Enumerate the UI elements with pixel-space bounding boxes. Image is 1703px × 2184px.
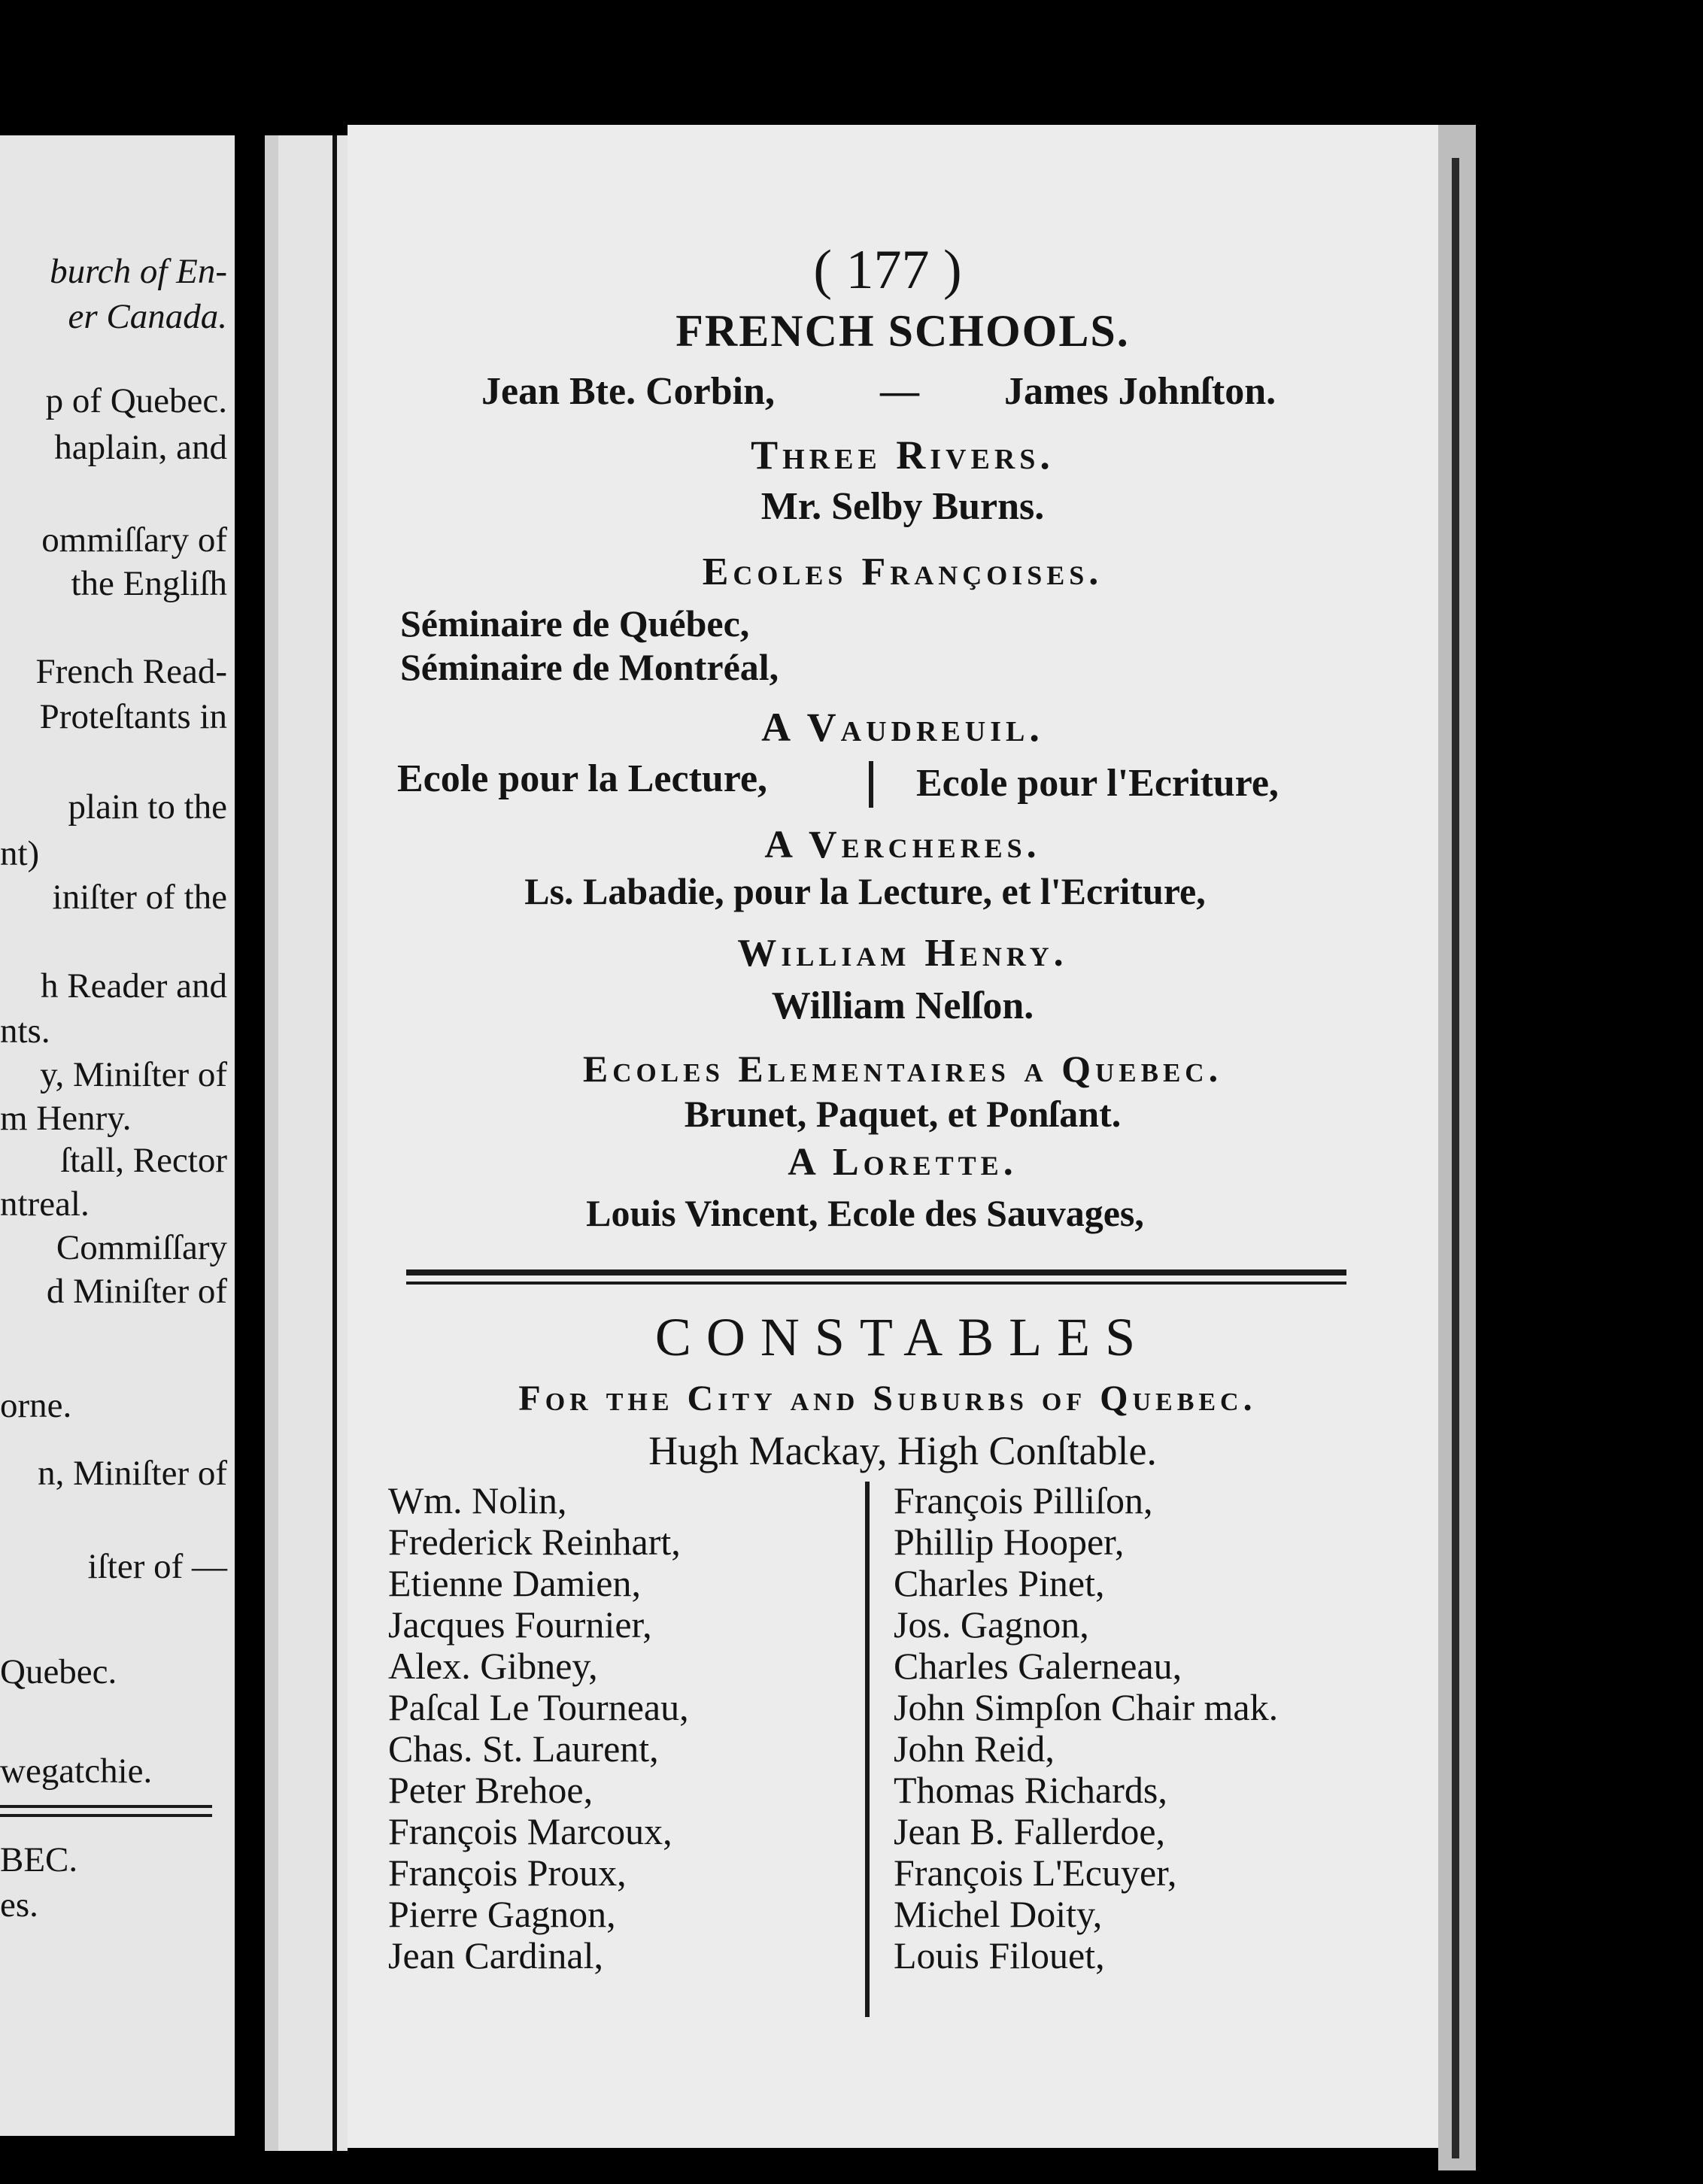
- section-heading-william-henry: William Henry.: [737, 932, 1068, 975]
- constable-name: Jean Cardinal,: [388, 1934, 604, 1976]
- constable-name: John Reid,: [894, 1727, 1055, 1770]
- fragment-line: French Read-: [35, 652, 227, 691]
- fragment-line: Quebec.: [0, 1652, 117, 1691]
- constable-name: Chas. St. Laurent,: [388, 1727, 659, 1770]
- section-heading-three-rivers: Three Rivers.: [751, 432, 1055, 478]
- fragment-line: Commiſſary: [56, 1228, 227, 1267]
- fragment-line: d Miniſter of: [46, 1272, 227, 1311]
- schoolmaster-name: William Nelſon.: [771, 984, 1034, 1027]
- constables-right-column: [894, 1480, 1278, 1976]
- constable-name: François Proux,: [388, 1852, 627, 1894]
- fragment-line: plain to the: [68, 787, 227, 827]
- fragment-line: nts.: [0, 1012, 50, 1051]
- constable-name: Frederick Reinhart,: [388, 1521, 681, 1563]
- constable-name: Jacques Fournier,: [388, 1603, 652, 1646]
- binding-gutter-edge: [265, 135, 278, 2151]
- column-separator: [869, 761, 873, 808]
- constable-name: Jos. Gagnon,: [894, 1603, 1089, 1646]
- fragment-line: p of Quebec.: [45, 381, 227, 420]
- school-line: Ls. Labadie, pour la Lecture, et l'Ecriture,: [524, 870, 1206, 912]
- fragment-line: nt): [0, 834, 40, 873]
- section-heading-ecoles-elementaires: Ecoles Elementaires a Quebec.: [582, 1048, 1223, 1090]
- inner-margin: [278, 135, 348, 2151]
- constable-name: François Pilliſon,: [894, 1479, 1153, 1521]
- fragment-line: wegatchie.: [0, 1752, 153, 1791]
- constable-name: Etienne Damien,: [388, 1562, 641, 1604]
- constables-subheading: For the City and Suburbs of Quebec.: [518, 1379, 1257, 1418]
- fragment-line: ntreal.: [0, 1185, 90, 1224]
- fragment-line: iniſter of the: [52, 878, 227, 917]
- page-edge-shadow: [1452, 158, 1459, 2158]
- constable-name: Louis Filouet,: [894, 1934, 1105, 1976]
- fragment-line: er Canada.: [68, 297, 227, 336]
- school-name: Ecole pour l'Ecriture,: [916, 762, 1279, 805]
- constable-name: François L'Ecuyer,: [894, 1852, 1177, 1894]
- fragment-line: the Engliſh: [71, 564, 227, 603]
- divider: [0, 1814, 212, 1817]
- constable-name: Pierre Gagnon,: [388, 1893, 616, 1935]
- previous-page-fragment: [0, 135, 235, 2136]
- fragment-line: iſter of —: [87, 1547, 227, 1586]
- fragment-line: haplain, and: [54, 428, 227, 467]
- constable-name: Phillip Hooper,: [894, 1521, 1125, 1563]
- constable-name: Michel Doity,: [894, 1893, 1103, 1935]
- schoolmaster-name: Mr. Selby Burns.: [760, 485, 1045, 528]
- section-heading-constables: CONSTABLES: [654, 1307, 1151, 1367]
- binding-gutter: [235, 135, 265, 2151]
- fragment-line: Proteſtants in: [39, 697, 227, 736]
- dash-separator: —: [880, 370, 919, 413]
- fragment-line: orne.: [0, 1386, 72, 1425]
- fragment-line: es.: [0, 1885, 38, 1925]
- schoolmaster-name: Jean Bte. Corbin,: [481, 370, 775, 413]
- fragment-line: burch of En-: [50, 252, 227, 291]
- constable-name: Wm. Nolin,: [388, 1479, 567, 1521]
- fragment-line: h Reader and: [41, 966, 227, 1006]
- section-heading-ecoles-francoises: Ecoles Françoises.: [702, 551, 1103, 593]
- gutter-shadow: [332, 135, 337, 2151]
- fragment-line: n, Miniſter of: [38, 1454, 227, 1493]
- constable-name: François Marcoux,: [388, 1810, 672, 1852]
- column-separator: [865, 1482, 870, 2017]
- section-heading-lorette: A Lorette.: [788, 1141, 1018, 1184]
- school-name: Ecole pour la Lecture,: [397, 757, 768, 800]
- constable-name: Charles Galerneau,: [894, 1645, 1182, 1687]
- section-heading-vaudreuil: A Vaudreuil.: [761, 705, 1044, 750]
- constables-left-column: [388, 1480, 689, 1976]
- fragment-line: ſtall, Rector: [60, 1141, 227, 1180]
- section-divider: [406, 1282, 1346, 1285]
- schoolmaster-name: James Johnſton.: [1004, 370, 1276, 413]
- constable-name: John Simpſon Chair mak.: [894, 1686, 1279, 1728]
- fragment-line: y, Miniſter of: [40, 1055, 227, 1094]
- constable-name: Thomas Richards,: [894, 1769, 1167, 1811]
- section-heading-vercheres: A Vercheres.: [764, 824, 1041, 866]
- constable-name: Charles Pinet,: [894, 1562, 1105, 1604]
- fragment-line: BEC.: [0, 1840, 78, 1879]
- constable-name: Paſcal Le Tourneau,: [388, 1686, 689, 1728]
- section-heading-french-schools: FRENCH SCHOOLS.: [675, 306, 1130, 356]
- fragment-line: m Henry.: [0, 1099, 132, 1138]
- constable-name: Alex. Gibney,: [388, 1645, 598, 1687]
- school-name: Séminaire de Montréal,: [400, 646, 779, 688]
- constable-name: Jean B. Fallerdoe,: [894, 1810, 1166, 1852]
- school-name: Séminaire de Québec,: [400, 602, 750, 645]
- divider: [0, 1805, 212, 1808]
- page-number: ( 177 ): [813, 239, 962, 301]
- high-constable: Hugh Mackay, High Conſtable.: [648, 1428, 1157, 1473]
- fragment-line: ommiſſary of: [41, 520, 227, 560]
- school-line: Brunet, Paquet, et Ponſant.: [684, 1093, 1122, 1135]
- section-divider: [406, 1269, 1346, 1276]
- school-line: Louis Vincent, Ecole des Sauvages,: [586, 1192, 1144, 1234]
- constable-name: Peter Brehoe,: [388, 1769, 593, 1811]
